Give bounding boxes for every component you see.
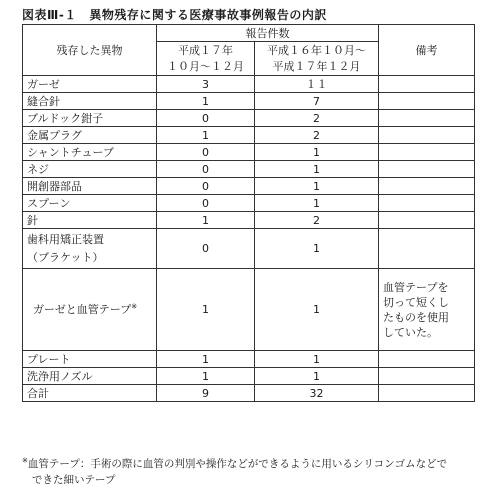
row-count-period1: 1 bbox=[157, 269, 255, 351]
row-count-period2: 1 bbox=[255, 269, 379, 351]
total-period1: 9 bbox=[157, 385, 255, 402]
row-item: ブルドック鉗子 bbox=[23, 110, 157, 127]
row-count-period1: 0 bbox=[157, 229, 255, 269]
row-remark bbox=[379, 144, 475, 161]
remark-line: 切って短くし bbox=[383, 295, 449, 309]
row-count-period1: 1 bbox=[157, 127, 255, 144]
table-row bbox=[23, 144, 475, 161]
row-remark bbox=[379, 351, 475, 368]
header-item: 残存した異物 bbox=[23, 25, 157, 76]
table-row bbox=[23, 229, 475, 269]
total-period2: 32 bbox=[255, 385, 379, 402]
table-row bbox=[23, 76, 475, 93]
remark-line: たものを使用 bbox=[383, 310, 449, 324]
row-count-period1: 0 bbox=[157, 161, 255, 178]
row-remark bbox=[379, 269, 475, 351]
row-count-period2: 2 bbox=[255, 127, 379, 144]
table-row bbox=[23, 161, 475, 178]
row-remark bbox=[379, 178, 475, 195]
header-period2-line2: 平成１７年１２月 bbox=[255, 59, 379, 76]
header-period1-line1: 平成１７年 bbox=[157, 42, 255, 59]
row-remark bbox=[379, 127, 475, 144]
footnote-line2: できた細いテープ bbox=[32, 474, 116, 486]
row-remark bbox=[379, 161, 475, 178]
row-item: ガーゼ bbox=[23, 76, 157, 93]
total-label: 合計 bbox=[23, 385, 157, 402]
table-row bbox=[23, 93, 475, 110]
footnote-mark: ※ bbox=[131, 302, 138, 311]
table-row bbox=[23, 212, 475, 229]
row-remark bbox=[379, 212, 475, 229]
row-count-period1: 1 bbox=[157, 351, 255, 368]
row-count-period1: 1 bbox=[157, 93, 255, 110]
row-count-period1: 0 bbox=[157, 178, 255, 195]
header-remarks: 備考 bbox=[379, 25, 475, 76]
footnote-line1: 血管テープ：手術の際に血管の判別や操作などができるように用いるシリコンゴムなどで bbox=[27, 458, 448, 470]
row-item: 縫合針 bbox=[23, 93, 157, 110]
row-item-label: ガーゼと血管テープ bbox=[33, 303, 132, 316]
row-count-period1: 1 bbox=[157, 212, 255, 229]
footnote bbox=[22, 456, 482, 488]
row-remark bbox=[379, 385, 475, 402]
remark-line: 血管テープを bbox=[383, 280, 449, 294]
row-count-period2: 1 bbox=[255, 144, 379, 161]
total-row bbox=[23, 385, 475, 402]
row-item: 金属プラグ bbox=[23, 127, 157, 144]
row-item bbox=[23, 269, 157, 351]
table-row bbox=[23, 195, 475, 212]
row-remark bbox=[379, 110, 475, 127]
row-item: スプーン bbox=[23, 195, 157, 212]
remark-line: していた。 bbox=[383, 325, 438, 339]
row-remark bbox=[379, 195, 475, 212]
row-remark bbox=[379, 93, 475, 110]
row-count-period2: 1 bbox=[255, 229, 379, 269]
row-count-period2: 1 bbox=[255, 195, 379, 212]
row-count-period1: 0 bbox=[157, 144, 255, 161]
header-period1-line2: １０月～１２月 bbox=[157, 59, 255, 76]
table-row bbox=[23, 110, 475, 127]
row-item: シャントチューブ bbox=[23, 144, 157, 161]
table-row bbox=[23, 178, 475, 195]
header-period2-line1: 平成１６年１０月～ bbox=[255, 42, 379, 59]
row-item: 洗浄用ノズル bbox=[23, 368, 157, 385]
row-count-period2: 1 bbox=[255, 351, 379, 368]
row-remark bbox=[379, 368, 475, 385]
row-item bbox=[23, 229, 157, 269]
row-remark bbox=[379, 229, 475, 269]
row-count-period1: 0 bbox=[157, 110, 255, 127]
row-item: 開創器部品 bbox=[23, 178, 157, 195]
row-item: ネジ bbox=[23, 161, 157, 178]
footnote-mark: ※ bbox=[22, 456, 28, 465]
row-count-period2: １１ bbox=[255, 76, 379, 93]
table-row bbox=[23, 368, 475, 385]
table-row bbox=[23, 351, 475, 368]
row-count-period2: 2 bbox=[255, 110, 379, 127]
header-report-count: 報告件数 bbox=[157, 25, 379, 42]
row-item: プレート bbox=[23, 351, 157, 368]
row-item-line2: （ブラケット） bbox=[27, 250, 104, 264]
row-count-period1: 3 bbox=[157, 76, 255, 93]
foreign-object-report-table bbox=[22, 24, 475, 402]
table-row bbox=[23, 269, 475, 351]
row-item: 針 bbox=[23, 212, 157, 229]
row-count-period2: 2 bbox=[255, 212, 379, 229]
row-count-period1: 1 bbox=[157, 368, 255, 385]
row-item-line1: 歯科用矯正装置 bbox=[27, 232, 104, 246]
row-count-period2: 1 bbox=[255, 178, 379, 195]
row-count-period2: 1 bbox=[255, 161, 379, 178]
row-count-period2: 7 bbox=[255, 93, 379, 110]
table-row bbox=[23, 127, 475, 144]
figure-title: 図表Ⅲ-１ 異物残存に関する医療事故事例報告の内訳 bbox=[22, 8, 327, 22]
row-count-period1: 0 bbox=[157, 195, 255, 212]
row-count-period2: 1 bbox=[255, 368, 379, 385]
row-remark bbox=[379, 76, 475, 93]
